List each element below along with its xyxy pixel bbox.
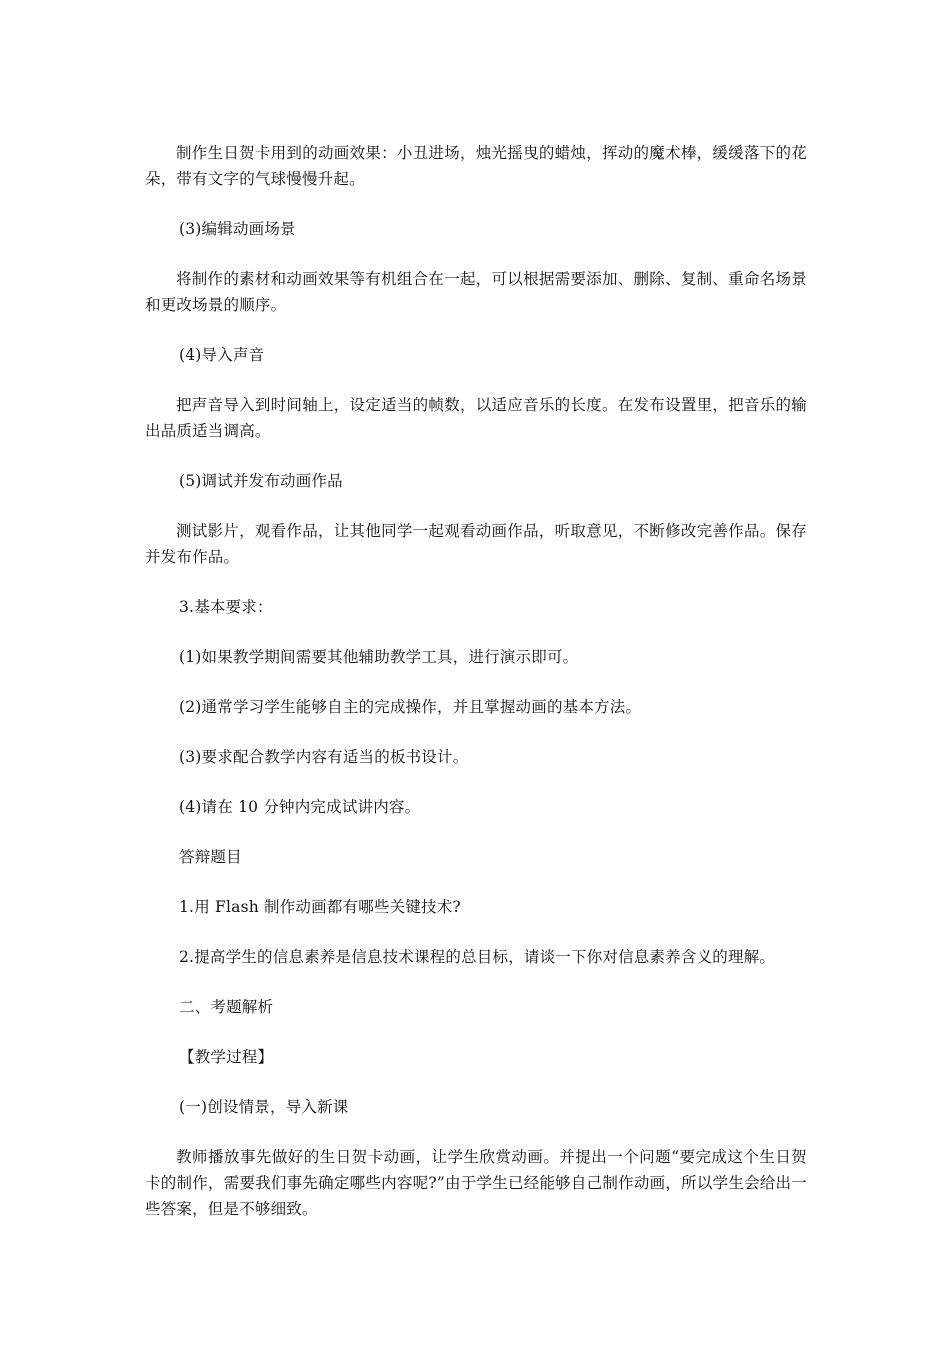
heading-import-sound: (4)导入声音 — [179, 346, 265, 364]
requirement-item-4: (4)请在 10 分钟内完成试讲内容。 — [179, 798, 421, 816]
paragraph-animation-effects: 制作生日贺卡用到的动画效果：小丑进场，烛光摇曳的蜡烛，挥动的魔术棒，缓缓落下的花朵，带有文字的气球慢慢升起。 — [145, 144, 807, 188]
heading-edit-scenes: (3)编辑动画场景 — [179, 220, 296, 238]
paragraph-debug-publish: 测试影片，观看作品，让其他同学一起观看动画作品，听取意见，不断修改完善作品。保存并发布作品。 — [145, 522, 807, 566]
paragraph-teacher-plays-card: 教师播放事先做好的生日贺卡动画，让学生欣赏动画。并提出一个问题“要完成这个生日贺卡的制作，需要我们事先确定哪些内容呢?”由于学生已经能够自己制作动画，所以学生会给出一些答案，但是不够细致。 — [145, 1148, 807, 1218]
defense-question-2: 2.提高学生的信息素养是信息技术课程的总目标，请谈一下你对信息素养含义的理解。 — [179, 948, 776, 966]
requirement-item-3: (3)要求配合教学内容有适当的板书设计。 — [179, 748, 469, 766]
heading-defense-questions: 答辩题目 — [179, 848, 242, 866]
paragraph-edit-scenes: 将制作的素材和动画效果等有机组合在一起，可以根据需要添加、删除、复制、重命名场景和更改场景的顺序。 — [145, 270, 807, 314]
heading-basic-requirements: 3.基本要求： — [179, 598, 273, 616]
heading-teaching-process: 【教学过程】 — [179, 1048, 274, 1066]
heading-create-scenario: (一)创设情景，导入新课 — [179, 1098, 349, 1116]
heading-analysis: 二、考题解析 — [179, 998, 274, 1016]
heading-debug-publish: (5)调试并发布动画作品 — [179, 472, 343, 490]
requirement-item-1: (1)如果教学期间需要其他辅助教学工具，进行演示即可。 — [179, 648, 579, 666]
defense-question-1: 1.用 Flash 制作动画都有哪些关键技术? — [179, 898, 461, 916]
document-body — [145, 140, 807, 1246]
requirement-item-2: (2)通常学习学生能够自主的完成操作，并且掌握动画的基本方法。 — [179, 698, 642, 716]
paragraph-import-sound: 把声音导入到时间轴上，设定适当的帧数，以适应音乐的长度。在发布设置里，把音乐的输出品质适当调高。 — [145, 396, 807, 440]
